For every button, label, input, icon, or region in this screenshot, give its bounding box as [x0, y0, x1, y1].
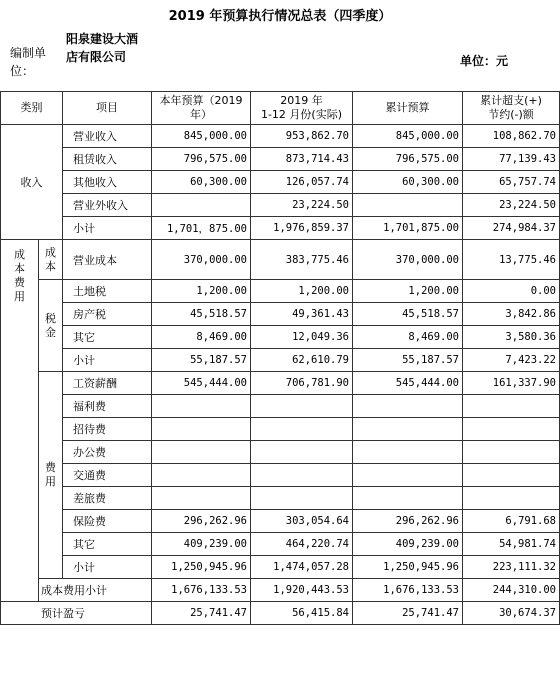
cell-cumulative: 296,262.96	[353, 510, 463, 533]
cell-variance: 223,111.32	[463, 556, 560, 579]
col-header-variance: 累计超支(+) 节约(-)额	[463, 92, 560, 125]
row-label: 预计盈亏	[1, 602, 152, 625]
cell-cumulative: 845,000.00	[353, 125, 463, 148]
cell-cumulative: 545,444.00	[353, 372, 463, 395]
group-cost-label: 成本	[45, 245, 56, 273]
table-row	[1, 326, 560, 349]
group-fee-label: 费用	[45, 461, 56, 488]
cell-variance: 244,310.00	[463, 579, 560, 602]
cell-budget: 1,676,133.53	[152, 579, 251, 602]
cell-variance: 23,224.50	[463, 194, 560, 217]
table-row	[1, 148, 560, 171]
table-row	[1, 441, 560, 464]
cell-budget: 545,444.00	[152, 372, 251, 395]
cell-actual: 303,054.64	[251, 510, 353, 533]
table-row	[1, 464, 560, 487]
table-row	[1, 280, 560, 303]
cell-cumulative: 60,300.00	[353, 171, 463, 194]
cell-variance	[463, 487, 560, 510]
cell-cumulative: 1,250,945.96	[353, 556, 463, 579]
cell-actual: 953,862.70	[251, 125, 353, 148]
cell-budget: 8,469.00	[152, 326, 251, 349]
row-label: 营业成本	[63, 240, 152, 280]
col-header-category: 类别	[1, 92, 63, 125]
row-label: 工资薪酬	[63, 372, 152, 395]
row-label: 营业外收入	[63, 194, 152, 217]
row-label: 成本费用小计	[39, 579, 152, 602]
cell-variance	[463, 441, 560, 464]
cell-budget	[152, 441, 251, 464]
table-row	[1, 418, 560, 441]
table-row	[1, 533, 560, 556]
row-label: 小计	[63, 349, 152, 372]
cell-budget: 409,239.00	[152, 533, 251, 556]
group-tax-label: 税金	[45, 311, 56, 339]
cell-budget: 60,300.00	[152, 171, 251, 194]
group-income: 收入	[1, 125, 63, 240]
row-label: 营业收入	[63, 125, 152, 148]
row-label: 福利费	[63, 395, 152, 418]
cell-budget	[152, 487, 251, 510]
cell-cumulative	[353, 464, 463, 487]
cell-cumulative: 55,187.57	[353, 349, 463, 372]
cell-variance: 3,580.36	[463, 326, 560, 349]
cell-variance: 6,791.68	[463, 510, 560, 533]
cell-variance: 30,674.37	[463, 602, 560, 625]
cell-actual	[251, 464, 353, 487]
cell-variance	[463, 418, 560, 441]
cell-variance	[463, 464, 560, 487]
cell-actual: 706,781.90	[251, 372, 353, 395]
table-row	[1, 395, 560, 418]
cell-actual	[251, 418, 353, 441]
group-fee	[39, 372, 63, 579]
cell-budget: 1,200.00	[152, 280, 251, 303]
cell-actual: 62,610.79	[251, 349, 353, 372]
cell-budget: 845,000.00	[152, 125, 251, 148]
cell-budget: 796,575.00	[152, 148, 251, 171]
cell-actual: 1,200.00	[251, 280, 353, 303]
cell-actual: 12,049.36	[251, 326, 353, 349]
cell-variance: 13,775.46	[463, 240, 560, 280]
cell-cumulative: 370,000.00	[353, 240, 463, 280]
cell-actual: 23,224.50	[251, 194, 353, 217]
cell-cumulative: 1,200.00	[353, 280, 463, 303]
cell-cumulative: 409,239.00	[353, 533, 463, 556]
cell-actual: 1,474,057.28	[251, 556, 353, 579]
cell-cumulative: 45,518.57	[353, 303, 463, 326]
table-row	[1, 579, 560, 602]
table-row	[1, 487, 560, 510]
cell-cumulative: 1,701,875.00	[353, 217, 463, 240]
cell-cumulative	[353, 487, 463, 510]
report-title: 2019 年预算执行情况总表（四季度）	[168, 9, 392, 24]
table-row	[1, 602, 560, 625]
cell-cumulative	[353, 441, 463, 464]
row-label: 房产税	[63, 303, 152, 326]
row-label: 其它	[63, 533, 152, 556]
row-label: 租赁收入	[63, 148, 152, 171]
table-row	[1, 194, 560, 217]
row-label: 其它	[63, 326, 152, 349]
cell-cumulative: 8,469.00	[353, 326, 463, 349]
row-label: 其他收入	[63, 171, 152, 194]
header-row	[1, 92, 560, 125]
group-tax	[39, 280, 63, 372]
cell-actual: 56,415.84	[251, 602, 353, 625]
cell-cumulative: 796,575.00	[353, 148, 463, 171]
cell-cumulative: 25,741.47	[353, 602, 463, 625]
cell-budget	[152, 418, 251, 441]
cell-variance: 54,981.74	[463, 533, 560, 556]
cell-variance: 108,862.70	[463, 125, 560, 148]
cell-cumulative	[353, 418, 463, 441]
col-header-actual: 2019 年 1-12 月份(实际)	[251, 92, 353, 125]
cell-actual: 1,976,859.37	[251, 217, 353, 240]
cell-budget: 1,250,945.96	[152, 556, 251, 579]
table-row	[1, 240, 560, 280]
cell-variance: 65,757.74	[463, 171, 560, 194]
cell-budget: 55,187.57	[152, 349, 251, 372]
row-label: 保险费	[63, 510, 152, 533]
table-row	[1, 217, 560, 240]
cell-budget: 370,000.00	[152, 240, 251, 280]
cell-actual: 126,057.74	[251, 171, 353, 194]
table-row	[1, 303, 560, 326]
group-cost	[39, 240, 63, 280]
cell-cumulative	[353, 395, 463, 418]
budget-table	[0, 91, 560, 625]
cell-cumulative	[353, 194, 463, 217]
cell-variance: 0.00	[463, 280, 560, 303]
prepared-by-label: 编制单位：	[10, 46, 47, 78]
cell-variance: 161,337.90	[463, 372, 560, 395]
cell-budget: 45,518.57	[152, 303, 251, 326]
cell-actual: 49,361.43	[251, 303, 353, 326]
cell-actual: 383,775.46	[251, 240, 353, 280]
table-row	[1, 510, 560, 533]
col-header-item: 项目	[63, 92, 152, 125]
row-label: 小计	[63, 556, 152, 579]
cell-budget: 25,741.47	[152, 602, 251, 625]
table-row	[1, 372, 560, 395]
table-row	[1, 125, 560, 148]
currency-unit: 单位：元	[460, 54, 509, 68]
cell-budget: 296,262.96	[152, 510, 251, 533]
row-label: 交通费	[63, 464, 152, 487]
row-label: 办公费	[63, 441, 152, 464]
cell-variance: 3,842.86	[463, 303, 560, 326]
table-row	[1, 349, 560, 372]
cell-budget: 1,701，875.00	[152, 217, 251, 240]
cell-variance: 77,139.43	[463, 148, 560, 171]
cell-budget	[152, 194, 251, 217]
cell-variance: 274,984.37	[463, 217, 560, 240]
col-header-cumulative: 累计预算	[353, 92, 463, 125]
row-label: 土地税	[63, 280, 152, 303]
cell-actual	[251, 487, 353, 510]
table-row	[1, 556, 560, 579]
col-header-budget: 本年预算（2019年）	[152, 92, 251, 125]
company-name: 阳泉建设大酒店有限公司	[66, 32, 139, 64]
cell-actual	[251, 395, 353, 418]
cell-variance	[463, 395, 560, 418]
cell-actual: 464,220.74	[251, 533, 353, 556]
cell-variance: 7,423.22	[463, 349, 560, 372]
cell-cumulative: 1,676,133.53	[353, 579, 463, 602]
cell-actual: 1,920,443.53	[251, 579, 353, 602]
group-cost-expense	[1, 240, 39, 602]
cell-actual: 873,714.43	[251, 148, 353, 171]
row-label: 小计	[63, 217, 152, 240]
row-label: 差旅费	[63, 487, 152, 510]
group-cost-expense-label: 成本费用	[14, 248, 25, 303]
table-row	[1, 171, 560, 194]
cell-budget	[152, 464, 251, 487]
cell-budget	[152, 395, 251, 418]
cell-actual	[251, 441, 353, 464]
row-label: 招待费	[63, 418, 152, 441]
